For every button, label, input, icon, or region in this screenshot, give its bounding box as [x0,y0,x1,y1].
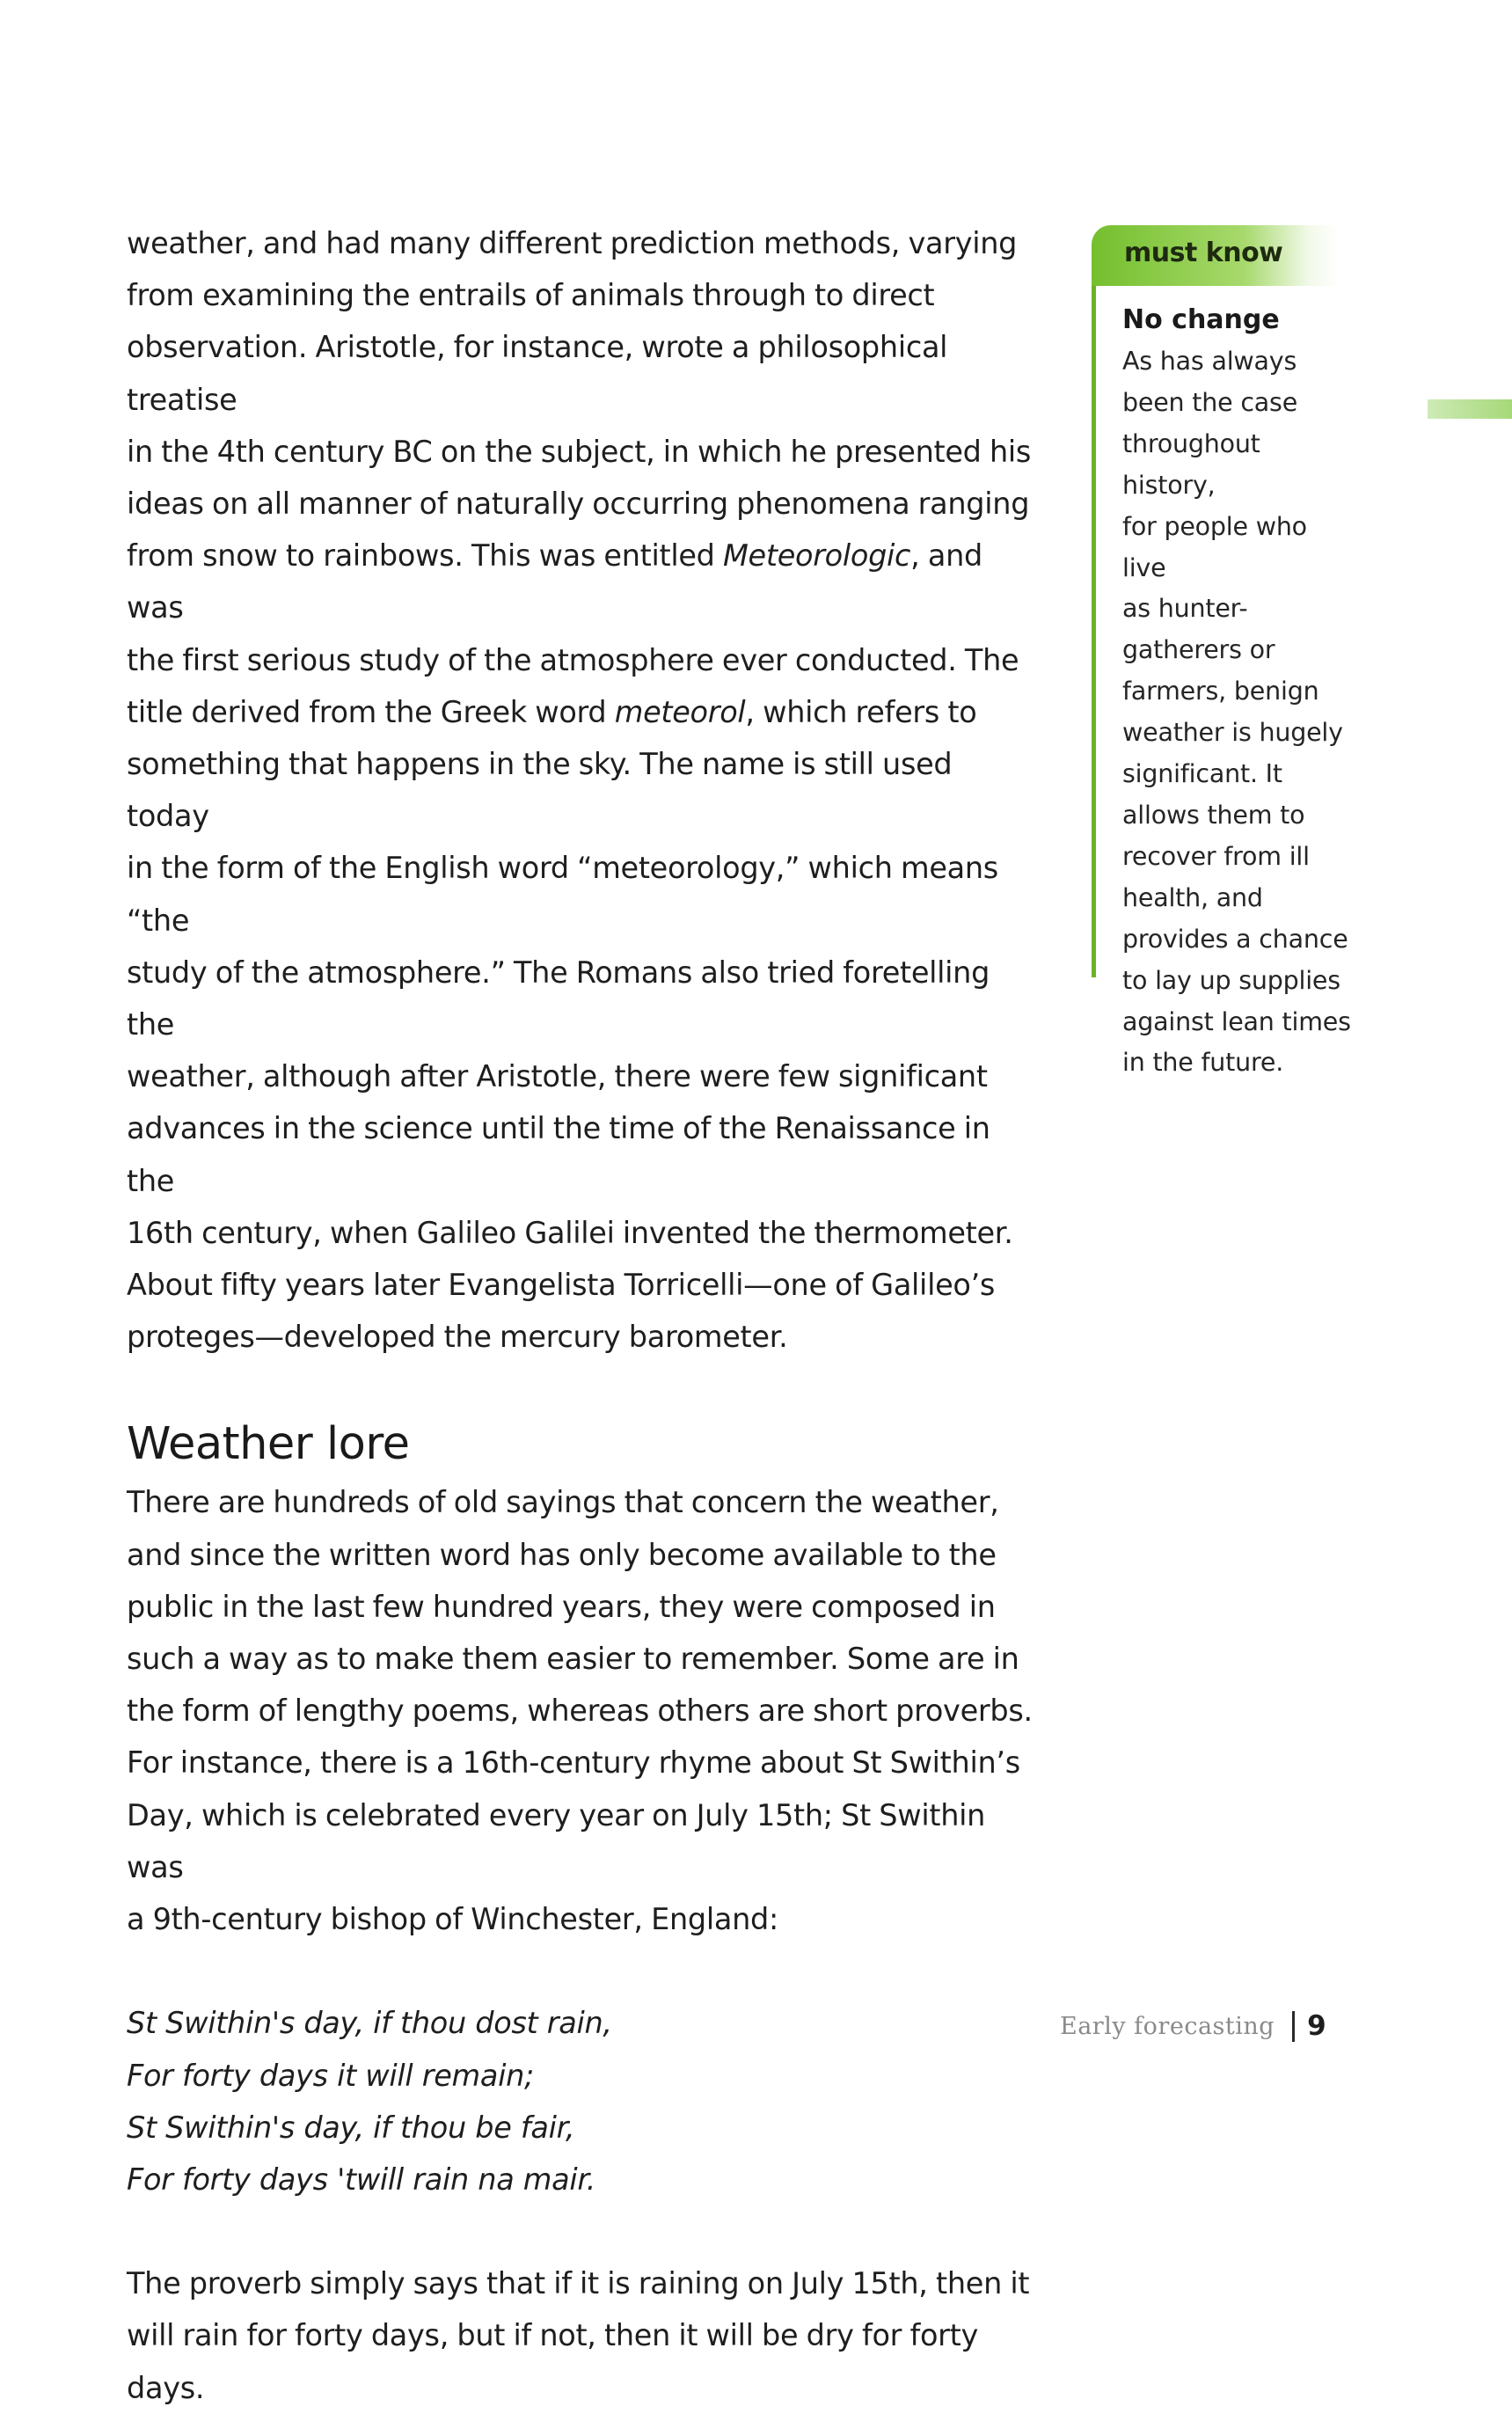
intro-paragraph [127,217,1033,1363]
text-line: weather, although after Aristotle, there were few significant [127,1059,988,1094]
text-line: a 9th-century bishop of Winchester, England: [127,1902,778,1937]
text-line: The proverb simply says that if it is raining on July 15th, then it [127,2266,1030,2301]
text-line: the form of lengthy poems, whereas others are short proverbs. [127,1693,1033,1729]
text-line: such a way as to make them easier to remember. Some are in [127,1642,1019,1677]
sidebar-text-line: weather is hugely [1122,718,1343,748]
sidebar-text-line: to lay up supplies [1122,965,1340,995]
text-line: 16th century, when Galileo Galilei invented the thermometer. [127,1215,1013,1250]
sidebar-text-line: been the case [1122,387,1298,417]
text-line: something that happens in the sky. The name is still used today [127,747,953,834]
text-line: About fifty years later Evangelista Torricelli—one of Galileo’s [127,1268,996,1303]
page-footer [1060,2010,1326,2042]
line-text: from snow to rainbows. This was entitled [127,538,723,574]
page-number: 9 [1307,2010,1326,2042]
italic-term: meteorol [614,694,746,729]
text-line: For instance, there is a 16th-century rhyme about St Swithin’s [127,1745,1020,1781]
sidebar-tab [1092,225,1338,286]
sidebar-text-line: gatherers or [1122,635,1275,665]
text-line: the first serious study of the atmosphere ever conducted. The [127,642,1019,677]
italic-term: Meteorologic [722,538,911,574]
poem-line: For forty days 'twill rain na mair. [127,2162,596,2197]
footer-divider [1292,2011,1295,2042]
sidebar-text-line: farmers, benign [1122,677,1319,706]
text-line: weather, and had many different prediction methods, varying [127,226,1018,260]
text-line: public in the last few hundred years, they were composed in [127,1589,996,1624]
text-line: Day, which is celebrated every year on July 15th; St Swithin was [127,1797,986,1884]
text-line: observation. Aristotle, for instance, wrote a philosophical treatise [127,330,948,417]
sidebar-text-line: recover from ill [1122,841,1310,871]
sidebar-body [1092,286,1355,1078]
sidebar-text-line: for people who live [1122,511,1307,582]
sidebar-text-line: provides a chance [1122,924,1348,954]
poem-line: St Swithin's day, if thou be fair, [127,2110,575,2145]
sidebar-title: No change [1122,304,1280,335]
text-line: in the form of the English word “meteorology,” which means “the [127,851,998,938]
sidebar-text-line: health, and [1122,882,1263,912]
sidebar-text-line: in the future. [1122,1048,1284,1078]
sidebar-text-line: significant. It [1122,759,1282,789]
text-line: There are hundreds of old sayings that concern the weather, [127,1485,999,1520]
sidebar-tab-label: must know [1124,238,1283,268]
text-line: ideas on all manner of naturally occurring phenomena ranging [127,486,1030,522]
closing-paragraph [127,2257,1033,2414]
poem-line: St Swithin's day, if thou dost rain, [127,2006,612,2041]
line-text: , which refers to [745,694,977,729]
sidebar-text-line: as hunter- [1122,594,1248,624]
text-line: and since the written word has only become available to the [127,1537,997,1572]
poem-quote [127,1997,1033,2206]
text-line: will rain for forty days, but if not, then it will be dry for forty days. [127,2318,978,2405]
sidebar-text-line: throughout history, [1122,428,1260,500]
text-line [127,695,976,729]
text-line: proteges—developed the mercury barometer. [127,1320,788,1355]
sidebar-text [1122,341,1355,1084]
text-line: study of the atmosphere.” The Romans also tried foretelling the [127,955,990,1042]
footer-section-name: Early forecasting [1060,2012,1275,2040]
text-line: from examining the entrails of animals through to direct [127,278,935,313]
line-text: , and was [127,538,982,625]
page-edge-tab-marker [1428,399,1512,419]
lore-paragraph [127,1476,1033,1945]
sidebar-text-line: against lean times [1122,1006,1351,1036]
text-line: in the 4th century BC on the subject, in which he presented his [127,434,1032,469]
sidebar-text-line: allows them to [1122,800,1305,830]
line-text: title derived from the Greek word [127,694,615,729]
text-line [127,538,982,625]
sidebar-text-line: As has always [1122,347,1297,376]
main-column [127,217,1033,2414]
poem-line: For forty days it will remain; [127,2058,535,2093]
section-heading: Weather lore [127,1418,410,1471]
must-know-sidebar [1092,225,1355,1078]
text-line: advances in the science until the time of the Renaissance in the [127,1111,990,1198]
